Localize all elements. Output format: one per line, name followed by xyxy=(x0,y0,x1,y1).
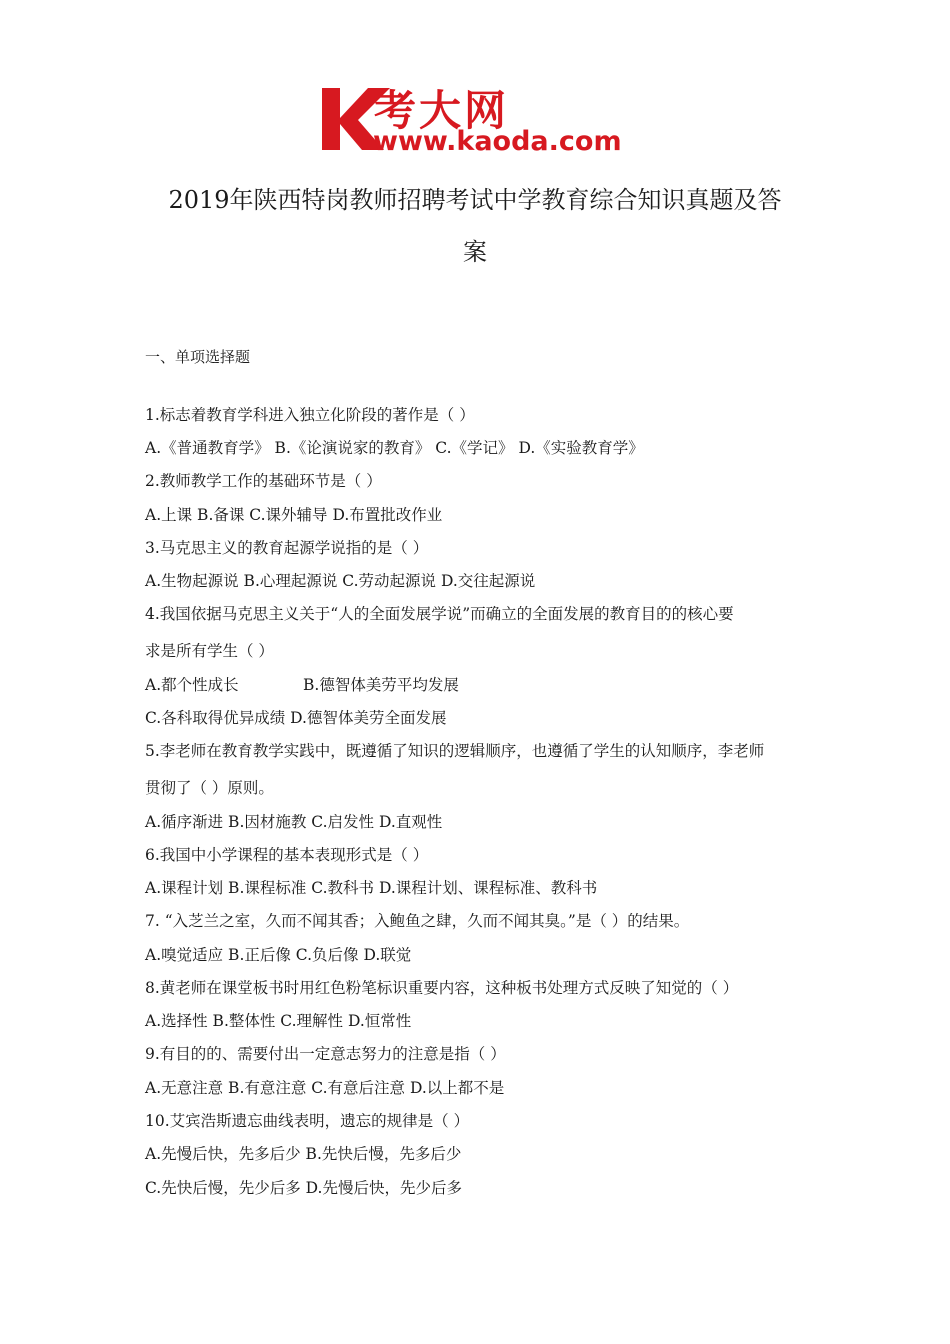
document-title-line1: 2019年陕西特岗教师招聘考试中学教育综合知识真题及答 xyxy=(168,186,782,214)
option-line xyxy=(145,674,745,696)
question-line: 7. “入芝兰之室，久而不闻其香；入鲍鱼之肆，久而不闻其臭。”是（ ）的结果。 xyxy=(145,912,690,930)
option-line: A.《普通教育学》 B.《论演说家的教育》 C.《学记》 D.《实验教育学》 xyxy=(145,439,644,457)
question-line: 求是所有学生（ ） xyxy=(145,642,274,660)
question-line: 8.黄老师在课堂板书时用红色粉笔标识重要内容，这种板书处理方式反映了知觉的（ ） xyxy=(145,979,739,997)
option-line: C.各科取得优异成绩 D.德智体美劳全面发展 xyxy=(145,709,447,727)
option-line: A.无意注意 B.有意注意 C.有意后注意 D.以上都不是 xyxy=(145,1079,505,1097)
question-line: 4.我国依据马克思主义关于“人的全面发展学说”而确立的全面发展的教育目的的核心要 xyxy=(145,605,734,623)
question-line: 10.艾宾浩斯遗忘曲线表明，遗忘的规律是（ ） xyxy=(145,1112,470,1130)
logo-url: www.kaoda.com xyxy=(373,126,622,157)
kaoda-logo xyxy=(318,84,638,156)
option-line: A.生物起源说 B.心理起源说 C.劳动起源说 D.交往起源说 xyxy=(145,572,536,590)
question-line: 3.马克思主义的教育起源学说指的是（ ） xyxy=(145,539,429,557)
question-line: 9.有目的的、需要付出一定意志努力的注意是指（ ） xyxy=(145,1045,506,1063)
option-a: A.都个性成长 xyxy=(145,676,239,694)
section-heading: 一、单项选择题 xyxy=(145,348,251,366)
option-b: B.德智体美劳平均发展 xyxy=(303,676,459,694)
option-line: A.选择性 B.整体性 C.理解性 D.恒常性 xyxy=(145,1012,412,1030)
option-line: A.循序渐进 B.因材施教 C.启发性 D.直观性 xyxy=(145,813,443,831)
option-line: A.嗅觉适应 B.正后像 C.负后像 D.联觉 xyxy=(145,946,412,964)
option-line: A.课程计划 B.课程标准 C.教科书 D.课程计划、课程标准、教科书 xyxy=(145,879,598,897)
question-line: 贯彻了（ ）原则。 xyxy=(145,779,274,797)
question-line: 2.教师教学工作的基础环节是（ ） xyxy=(145,472,382,490)
question-line: 6.我国中小学课程的基本表现形式是（ ） xyxy=(145,846,429,864)
option-line: A.先慢后快，先多后少 B.先快后慢，先多后少 xyxy=(145,1145,462,1163)
option-line: C.先快后慢，先少后多 D.先慢后快，先少后多 xyxy=(145,1179,462,1197)
logo-brand-cn: 考大网 xyxy=(374,86,510,135)
document-title-line2: 案 xyxy=(463,238,487,266)
option-line: A.上课 B.备课 C.课外辅导 D.布置批改作业 xyxy=(145,506,443,524)
question-line: 5.李老师在教育教学实践中，既遵循了知识的逻辑顺序，也遵循了学生的认知顺序，李老师 xyxy=(145,742,765,760)
question-line: 1.标志着教育学科进入独立化阶段的著作是（ ） xyxy=(145,406,475,424)
